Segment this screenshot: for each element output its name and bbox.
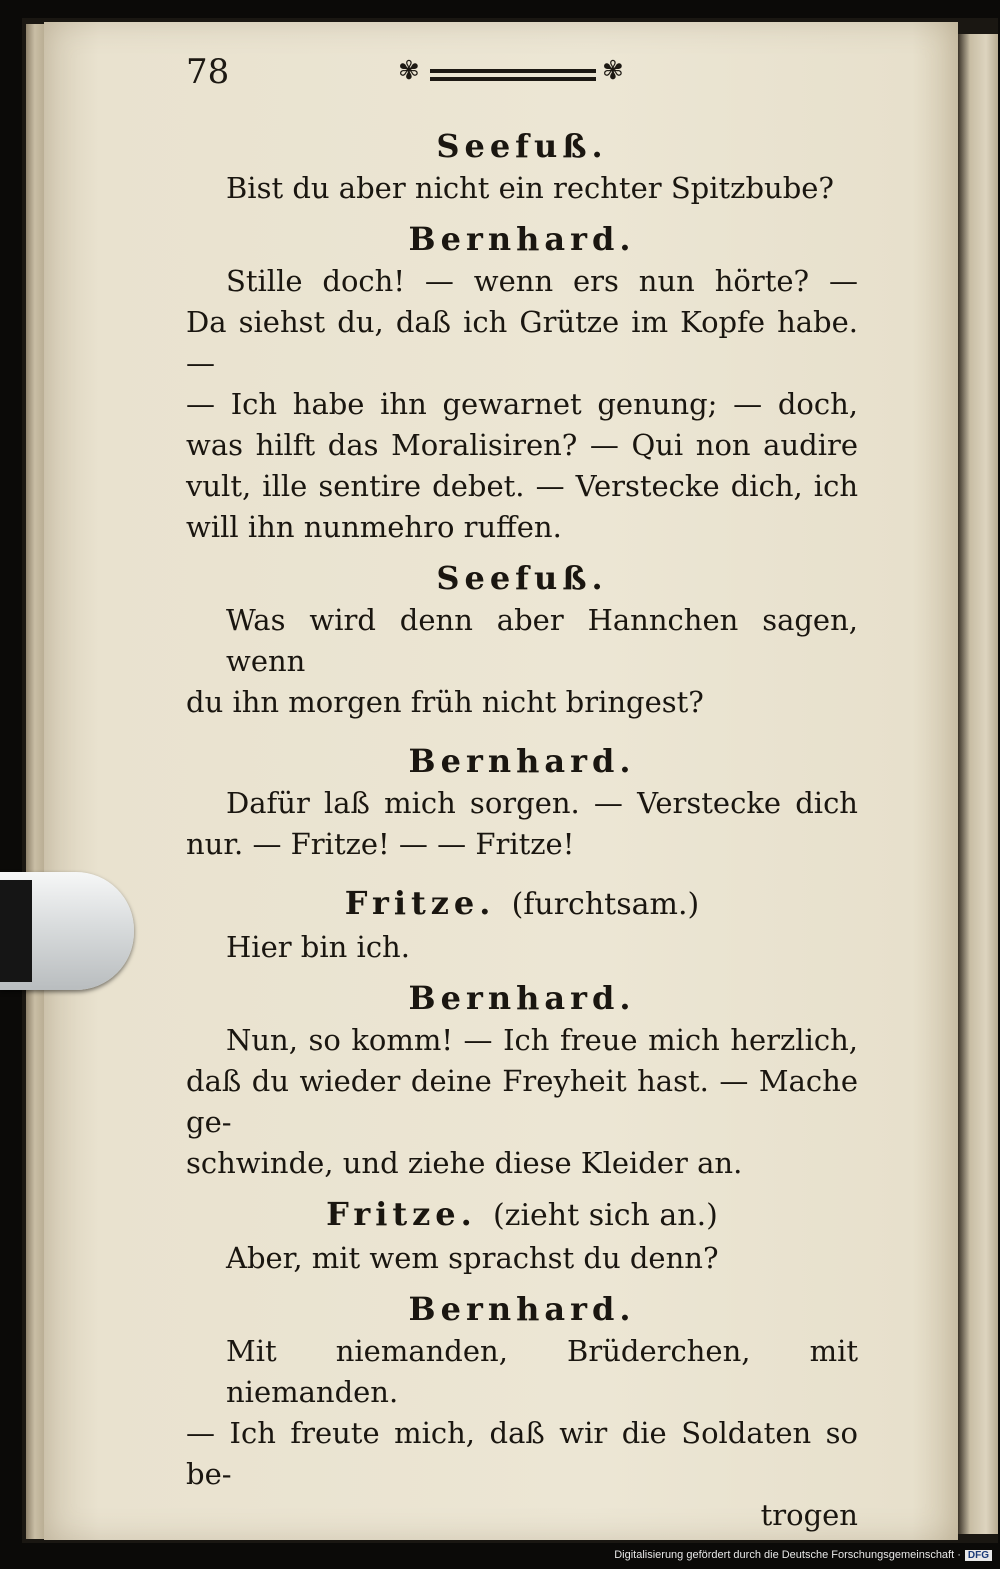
dialogue-line: was hilft das Moralisiren? — Qui non audire [186, 428, 858, 462]
speaker-name [186, 1192, 858, 1238]
header-ornament [398, 56, 628, 86]
catchword: trogen [760, 1498, 858, 1532]
flower-ornament-icon: ✾ [398, 56, 420, 86]
speaker-name: Seefuß. [436, 127, 608, 165]
dialogue-line: nur. — Fritze! — — Fritze! [186, 827, 575, 861]
page-number: 78 [186, 52, 230, 92]
speaker-name: Bernhard. [408, 742, 636, 780]
dialogue-line: du ihn morgen früh nicht bringest? [186, 685, 704, 719]
dialogue-line: Was wird denn aber Hannchen sagen, wenn [226, 603, 858, 678]
header-rule [430, 69, 596, 81]
page-header [186, 52, 656, 98]
speaker-name: Bernhard. [408, 220, 636, 258]
dialogue-line: — Ich habe ihn gewarnet genung; — doch, [186, 387, 858, 421]
speaker-name-text: Fritze. [326, 1195, 477, 1233]
page-holder-clip [0, 872, 134, 990]
speaker-name: Seefuß. [436, 559, 608, 597]
dfg-logo-icon: DFG [965, 1550, 992, 1561]
page-text [186, 124, 858, 1536]
dialogue-line: Aber, mit wem sprachst du denn? [226, 1241, 719, 1275]
dialogue-line: Hier bin ich. [226, 930, 410, 964]
dialogue-line: Nun, so komm! — Ich freue mich herzlich, [226, 1023, 858, 1057]
dialogue-line: Mit niemanden, Brüderchen, mit niemanden. [226, 1334, 858, 1409]
speaker-name-text: Fritze. [344, 884, 496, 922]
dialogue-line: will ihn nunmehro ruffen. [186, 510, 562, 544]
speaker-name [186, 881, 858, 927]
dialogue-line: schwinde, und ziehe diese Kleider an. [186, 1146, 743, 1180]
speaker-name: Bernhard. [408, 979, 636, 1017]
dialogue-line: daß du wieder deine Freyheit hast. — Mache ge- [186, 1064, 858, 1139]
stage-direction: (zieht sich an.) [492, 1198, 718, 1233]
footer-credit [614, 1549, 992, 1561]
footer-credit-text: Digitalisierung gefördert durch die Deutsche Forschungsgemeinschaft · [614, 1549, 961, 1561]
right-page-edges [958, 34, 998, 1534]
flower-ornament-icon: ✾ [602, 56, 624, 86]
dialogue-line: — Ich freute mich, daß wir die Soldaten so be- [186, 1416, 858, 1491]
dialogue-line: Stille doch! — wenn ers nun hörte? — [226, 264, 858, 298]
dialogue-line: Bist du aber nicht ein rechter Spitzbube? [226, 171, 834, 205]
dialogue-line: Da siehst du, daß ich Grütze im Kopfe habe. — [186, 305, 858, 380]
dialogue-line: vult, ille sentire debet. — Verstecke dich, ich [186, 469, 858, 503]
stage-direction: (furchtsam.) [511, 887, 700, 922]
dialogue-line: Dafür laß mich sorgen. — Verstecke dich [226, 786, 858, 820]
speaker-name: Bernhard. [408, 1290, 636, 1328]
